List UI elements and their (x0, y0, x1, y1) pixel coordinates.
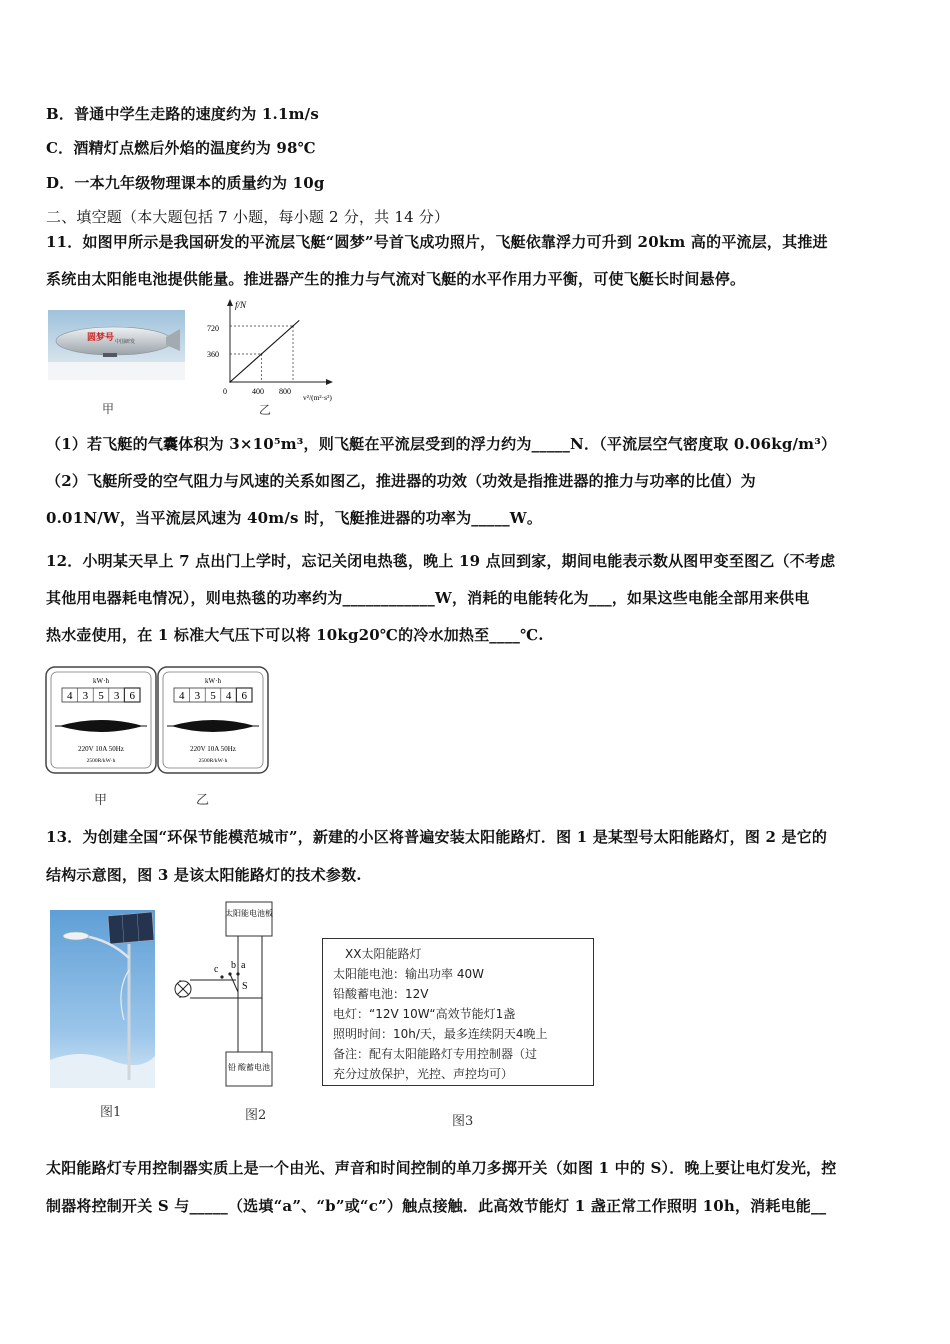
switch-blade (230, 974, 238, 992)
q12-line2: 其他用电器耗电情况），则电热毯的功率约为____________W，消耗的电能转化为___，如果这些电能全部用来供电 (46, 589, 810, 607)
q11-sub1: （1）若飞艇的气囊体积为 3×10⁵m³，则飞艇在平流层受到的浮力约为_____N．（平流层空气密度取 0.06kg/m³） (46, 435, 837, 453)
blimp-sub: 中国研发 (115, 340, 136, 345)
spec-row: 照明时间：10h/天，最多连续阴天4晚上 (333, 1027, 548, 1041)
blimp-photo (48, 310, 185, 380)
q11-sub2b: 0.01N/W，当平流层风速为 40m/s 时，飞艇推进器的功率为_____W。 (46, 509, 543, 527)
q11-sub2a: （2）飞艇所受的空气阻力与风速的关系如图乙，推进器的功效（功效是指推进器的推力与功率的比值）为 (46, 472, 756, 490)
meter-yi-digit: 6 (241, 690, 247, 702)
caption-jia-q11: 甲 (102, 402, 115, 416)
spec-table (322, 938, 594, 1086)
meter-jia-digits (62, 688, 140, 702)
x-tick-800: 800 (279, 387, 291, 396)
meter-yi-unit: kW·h (205, 677, 221, 685)
y-axis-label: f/N (235, 300, 247, 310)
caption-yi-q11: 乙 (259, 403, 272, 417)
circuit-diagram (170, 900, 300, 1090)
meter-jia-digit: 4 (67, 690, 73, 702)
contact-a: a (241, 960, 246, 971)
meter-yi (157, 666, 269, 774)
fig1-caption: 图1 (100, 1105, 122, 1120)
meter-yi-digit: 3 (194, 690, 201, 702)
blimp-label: 圆梦号 (87, 332, 115, 342)
option-d: D．一本九年级物理课本的质量约为 10g (46, 174, 325, 192)
series-line (230, 320, 299, 382)
switch-s: S (242, 981, 248, 992)
spec-row: 备注：配有太阳能路灯专用控制器（过 (333, 1047, 538, 1061)
q13-line4: 制器将控制开关 S 与_____（选填“a”、“b”或“c”）触点接触．此高效节能灯 1 盏正常工作照明 10h，消耗电能__ (46, 1197, 827, 1215)
data-point (292, 325, 294, 327)
battery-box-label: 铅 酸蓄电池 (228, 1063, 270, 1072)
caption-meter-jia: 甲 (94, 793, 108, 808)
section-heading: 二、填空题（本大题包括 7 小题，每小题 2 分，共 14 分） (46, 208, 450, 226)
solar-panel-box-label: 太阳能电池板 (225, 909, 273, 918)
fig2-caption: 图2 (245, 1108, 267, 1123)
meter-yi-specs: 220V 10A 50Hz (190, 745, 236, 753)
q12-line3: 热水壶使用，在 1 标准大气压下可以将 10kg20℃的冷水加热至____℃. (46, 626, 544, 644)
q13-line3: 太阳能路灯专用控制器实质上是一个由光、声音和时间控制的单刀多掷开关（如图 1 中的 S）．晚上要让电灯发光，控 (46, 1159, 837, 1177)
y-axis-arrow (227, 299, 233, 306)
meter-yi-digits (174, 688, 252, 702)
x-axis-arrow (326, 379, 333, 385)
fig3-caption: 图3 (452, 1114, 474, 1129)
y-tick-360: 360 (207, 350, 219, 359)
q11-line1: 11．如图甲所示是我国研发的平流层飞艇“圆梦”号首飞成功照片，飞艇依靠浮力可升到 20km 高的平流层，其推进 (46, 233, 828, 251)
spec-row: 电灯：“12V 10W“高效节能灯1盏 (333, 1007, 516, 1021)
x-tick-400: 400 (252, 387, 264, 396)
q11-line2: 系统由太阳能电池提供能量。推进器产生的推力与气流对飞艇的水平作用力平衡，可使飞艇长时间悬停。 (46, 270, 746, 288)
data-point (261, 353, 263, 355)
meter-jia-digit: 5 (98, 690, 104, 702)
spec-row: 铅酸蓄电池：12V (333, 987, 429, 1001)
meter-jia-digit: 3 (113, 690, 120, 702)
x-tick-0: 0 (223, 387, 227, 396)
contact-b: b (231, 960, 236, 971)
q13-line2: 结构示意图，图 3 是该太阳能路灯的技术参数. (46, 866, 362, 884)
meter-yi-digit: 4 (225, 690, 232, 702)
spec-row: 充分过放保护，光控、声控均可） (333, 1067, 514, 1081)
option-c: C．酒精灯点燃后外焰的温度约为 98℃ (46, 139, 316, 157)
caption-meter-yi: 乙 (196, 793, 210, 808)
graph-yi (205, 296, 365, 414)
spec-row: 太阳能电池：输出功率 40W (333, 967, 484, 981)
spec-title: XX太阳能路灯 (345, 947, 422, 961)
solar-light-photo (50, 910, 155, 1088)
q13-line1: 13．为创建全国“环保节能模范城市”，新建的小区将普遍安装太阳能路灯．图 1 是某型号太阳能路灯，图 2 是它的 (46, 828, 828, 846)
x-axis-label: v²/(m²·s²) (303, 393, 332, 402)
option-b: B．普通中学生走路的速度约为 1.1m/s (46, 105, 319, 123)
meter-jia-unit: kW·h (93, 677, 109, 685)
meter-jia-digit: 6 (129, 690, 135, 702)
meter-jia-rate: 2500R/kW·h (86, 758, 116, 764)
data-point (229, 381, 231, 383)
meter-yi-digit: 5 (210, 690, 216, 702)
meter-jia-digit: 3 (82, 690, 89, 702)
y-tick-720: 720 (207, 324, 219, 333)
meter-yi-digit: 4 (179, 690, 185, 702)
contact-c: c (214, 964, 219, 975)
meter-jia (45, 666, 157, 774)
q12-line1: 12．小明某天早上 7 点出门上学时，忘记关闭电热毯，晚上 19 点回到家，期间电能表示数从图甲变至图乙（不考虑 (46, 552, 836, 570)
meter-jia-specs: 220V 10A 50Hz (78, 745, 124, 753)
meter-yi-rate: 2500R/kW·h (198, 758, 228, 764)
